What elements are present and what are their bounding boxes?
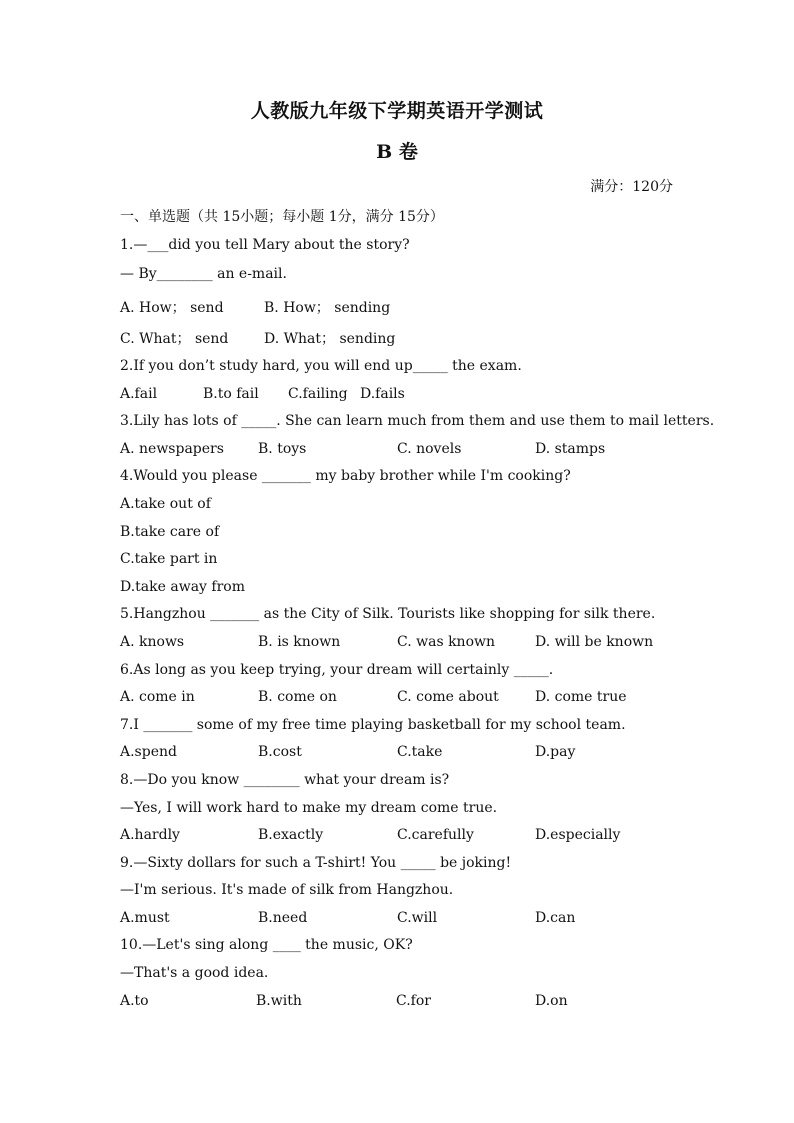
question-4-option-b: B.take care of	[120, 524, 220, 540]
question-3-stem: 3.Lily has lots of _____. She can learn much from them and use them to mail letters.	[120, 413, 715, 429]
question-10-option-d: D.on	[535, 993, 568, 1009]
question-9-option-a: A.must	[120, 910, 170, 926]
question-6-option-b: B. come on	[258, 689, 337, 705]
question-3-option-a: A. newspapers	[120, 441, 224, 457]
question-4-option-c: C.take part in	[120, 551, 218, 567]
question-10-stem: 10.—Let's sing along ____ the music, OK?	[120, 937, 413, 953]
question-3-option-b: B. toys	[258, 441, 307, 457]
question-10-option-b: B.with	[256, 993, 302, 1009]
question-5-stem: 5.Hangzhou _______ as the City of Silk. Tourists like shopping for silk there.	[120, 606, 656, 622]
section-heading: 一、单选题（共 15小题；每小题 1分，满分 15分）	[120, 209, 444, 225]
full-score: 满分：120分	[590, 179, 673, 195]
question-10-option-c: C.for	[396, 993, 431, 1009]
question-5-option-d: D. will be known	[535, 634, 654, 650]
question-8-option-d: D.especially	[535, 827, 621, 843]
question-4-option-d: D.take away from	[120, 579, 245, 595]
question-8-stem: 8.—Do you know ________ what your dream is?	[120, 772, 450, 788]
question-7-option-b: B.cost	[258, 744, 302, 760]
question-1-option-a: A. How； send	[120, 300, 224, 316]
paper-version: B 卷	[376, 141, 418, 163]
question-3-option-d: D. stamps	[535, 441, 606, 457]
question-8-option-c: C.carefully	[397, 827, 474, 843]
question-2-option-a: A.fail	[120, 386, 158, 402]
question-1-stem: 1.—___did you tell Mary about the story?	[120, 237, 410, 253]
question-9-option-b: B.need	[258, 910, 308, 926]
question-10-reply: —That's a good idea.	[120, 965, 269, 981]
question-9-option-c: C.will	[397, 910, 438, 926]
question-5-option-b: B. is known	[258, 634, 341, 650]
question-6-option-c: C. come about	[397, 689, 499, 705]
question-2-option-b: B.to fail	[203, 386, 259, 402]
question-10-option-a: A.to	[120, 993, 149, 1009]
question-6-option-d: D. come true	[535, 689, 627, 705]
question-2-option-d: D.fails	[360, 386, 405, 402]
question-2-stem: 2.If you don’t study hard, you will end up_____ the exam.	[120, 358, 522, 374]
page-title: 人教版九年级下学期英语开学测试	[250, 100, 544, 122]
question-1-option-b: B. How； sending	[264, 300, 391, 316]
question-1-reply: — By________ an e-mail.	[120, 266, 287, 282]
question-4-stem: 4.Would you please _______ my baby brother while I'm cooking?	[120, 468, 571, 484]
question-7-option-d: D.pay	[535, 744, 576, 760]
question-2-option-c: C.failing	[288, 386, 348, 402]
question-7-option-a: A.spend	[120, 744, 177, 760]
question-9-option-d: D.can	[535, 910, 576, 926]
question-1-option-c: C. What； send	[120, 331, 229, 347]
question-4-option-a: A.take out of	[120, 496, 211, 512]
question-6-option-a: A. come in	[120, 689, 195, 705]
question-8-option-a: A.hardly	[120, 827, 180, 843]
question-8-option-b: B.exactly	[258, 827, 324, 843]
question-5-option-c: C. was known	[397, 634, 496, 650]
question-7-option-c: C.take	[397, 744, 443, 760]
question-7-stem: 7.I _______ some of my free time playing basketball for my school team.	[120, 717, 626, 733]
question-1-option-d: D. What； sending	[264, 331, 396, 347]
question-5-option-a: A. knows	[120, 634, 185, 650]
question-6-stem: 6.As long as you keep trying, your dream will certainly _____.	[120, 662, 554, 678]
question-9-reply: —I'm serious. It's made of silk from Hangzhou.	[120, 882, 454, 898]
question-3-option-c: C. novels	[397, 441, 462, 457]
question-9-stem: 9.—Sixty dollars for such a T-shirt! You _____ be joking!	[120, 855, 512, 871]
question-8-reply: —Yes, I will work hard to make my dream come true.	[120, 800, 498, 816]
